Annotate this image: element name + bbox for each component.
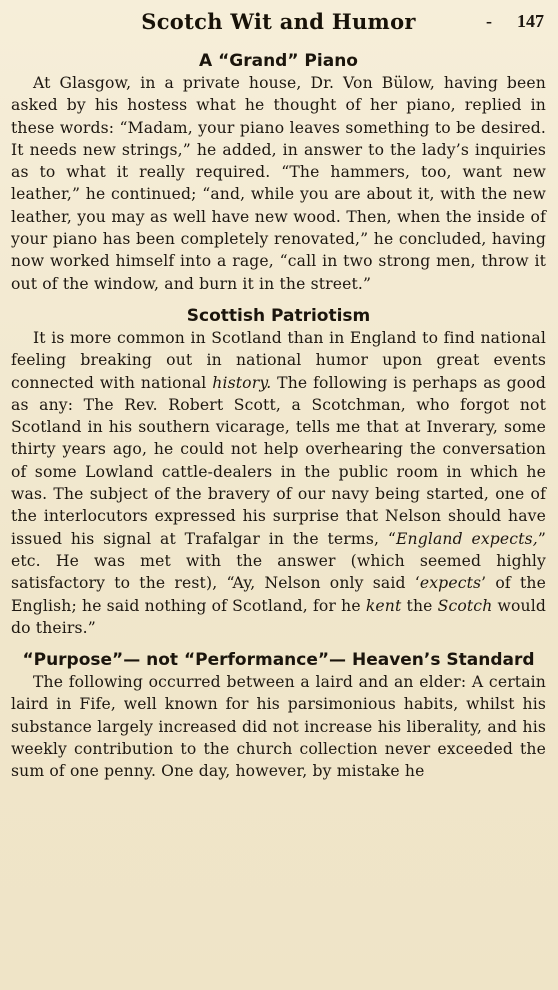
italic-run: history. — [212, 373, 272, 392]
running-title: Scotch Wit and Humor — [141, 9, 416, 34]
text-run: It is more common in Scotland than in England to find national feeling breaking out in national humor upon great events connected with national — [11, 328, 546, 392]
italic-run: kent — [365, 596, 402, 615]
page-number: 147 — [517, 11, 544, 31]
text-run: ’ of the English; he said nothing of Scotland, for he — [11, 574, 546, 615]
text-run: The following is perhaps as good as any: The Rev. Robert Scott, a Scotchman, who forgot not Scotland in his southern vicarage, tells me that at Inverary, some thirty years ago, he could not help overhearing the conversation of some Lowland cattle-dealers in the public room in which he was. The subject of the bravery of our navy being started, one of the interlocutors expressed his surprise that Nelson should have issued his signal at Trafalgar in the terms, “ — [11, 373, 546, 548]
section-heading-purpose-not-performance: “Purpose”— not “Performance”— Heaven’s Standard — [22, 650, 535, 671]
text-run: the — [401, 596, 438, 615]
text-run: ” etc. He was met with the answer (which seemed highly satisfactory to the rest), “Ay, Nelson only said ‘ — [11, 529, 546, 593]
running-head-dash: - — [486, 11, 492, 31]
paragraph-grand-piano: At Glasgow, in a private house, Dr. Von Bülow, having been asked by his hostess what he thought of her piano, replied in these words: “Madam, your piano leaves something to be desired. It needs new strings,” he added, in answer to the lady’s inquiries as to what it really required. “The hammers, too, want new leather,” he continued; “and, while you are about it, with the new leather, you may as well have new wood. Then, when the inside of your piano has been completely renovated,” he concluded, having now worked himself into a rage, “call in two strong men, throw it out of the window, and burn it in the street.” — [11, 74, 546, 293]
italic-run: expects — [419, 574, 482, 593]
section-heading-grand-piano: A “Grand” Piano — [199, 51, 358, 71]
italic-run: Scotch — [437, 596, 493, 615]
running-head — [11, 6, 546, 40]
paragraph-purpose-not-performance: The following occurred between a laird and an elder: A certain laird in Fife, well known for his parsimonious habits, whilst his substance largely increased did not increase his liberality, and his weekly contribution to the church collection never exceeded the sum of one penny. One day, however, by mistake he — [11, 673, 546, 781]
section-heading-scottish-patriotism: Scottish Patriotism — [186, 305, 371, 326]
italic-run: England expects, — [395, 529, 538, 548]
paragraph-scottish-patriotism — [11, 327, 546, 639]
text-run: would do theirs.” — [11, 596, 547, 637]
